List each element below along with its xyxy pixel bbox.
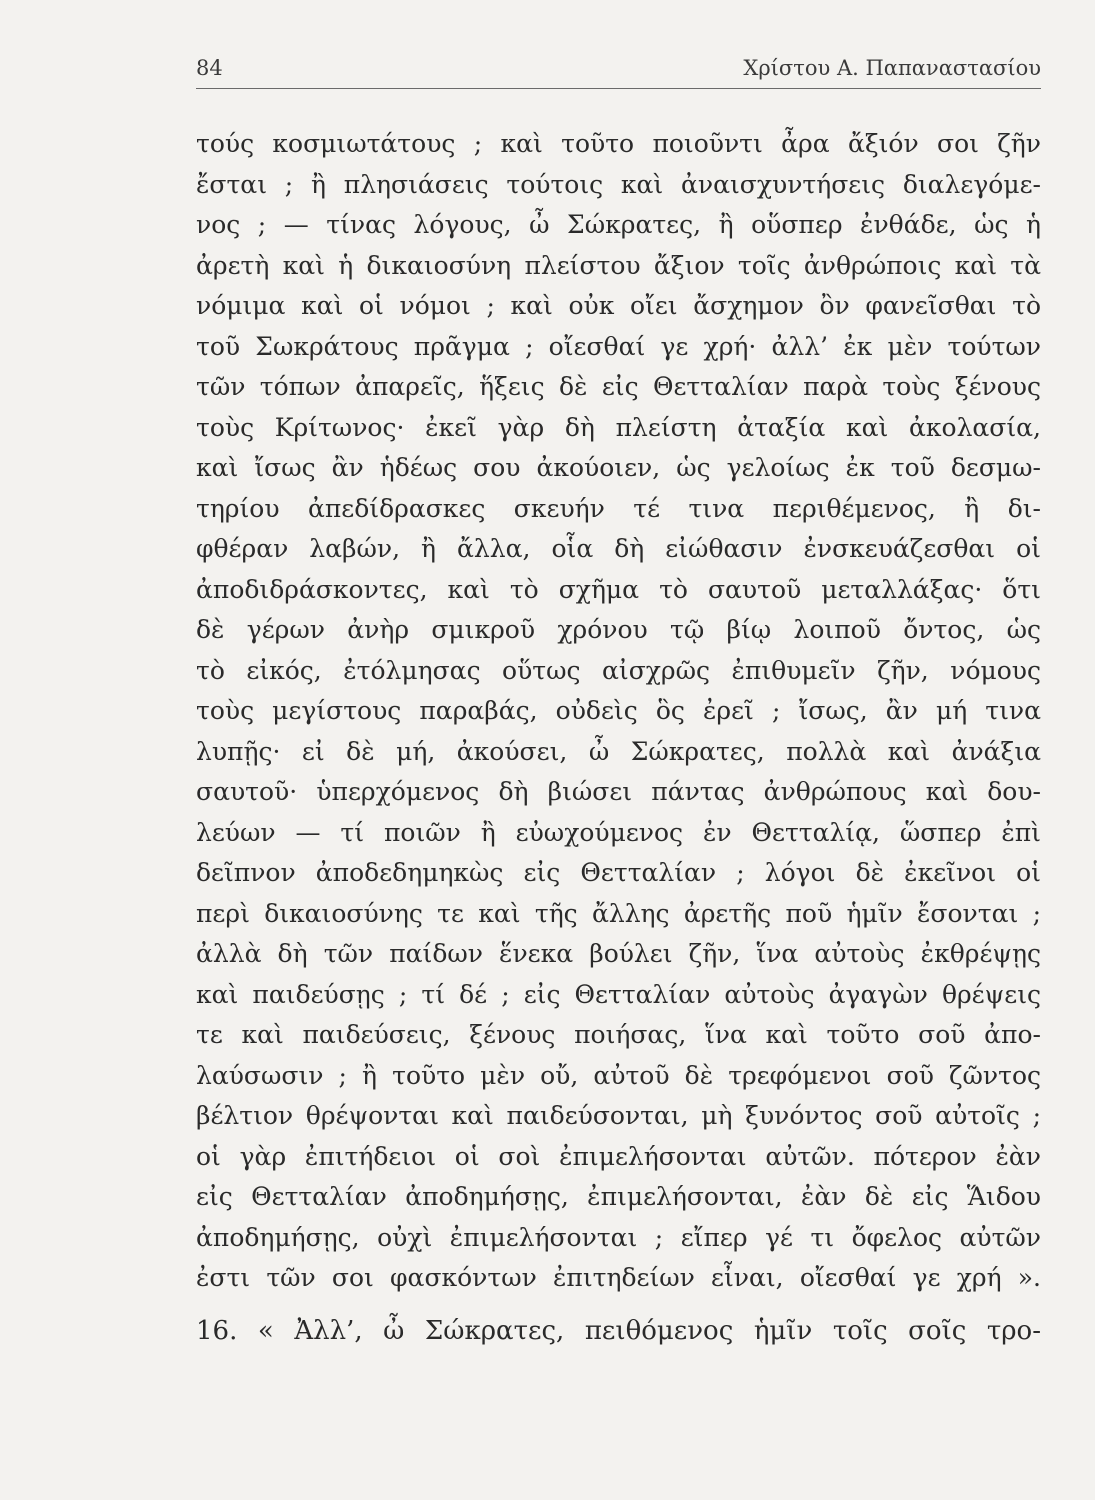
text-line: τὸ εἰκός, ἐτόλμησας οὕτως αἰσχρῶς ἐπιθυμεῖν ζῆν, νόμους	[196, 655, 1041, 685]
text-line: τῶν τόπων ἀπαρεῖς, ἥξεις δὲ εἰς Θετταλίαν παρὰ τοὺς ξένους	[196, 372, 1041, 401]
text-line: νος ; — τίνας λόγους, ὦ Σώκρατες, ἢ οὕσπερ ἐνθάδε, ὡς ἡ	[196, 210, 1041, 239]
text-line: τοὺς μεγίστους παραβάς, οὐδεὶς ὃς ἐρεῖ ; ἴσως, ἂν μή τινα	[196, 696, 1041, 725]
running-head: Χρίστου Α. Παπαναστασίου	[743, 56, 1041, 80]
page-number: 84	[196, 56, 223, 80]
text-line: λεύων — τί ποιῶν ἢ εὐωχούμενος ἐν Θετταλίᾳ, ὥσπερ ἐπὶ	[196, 817, 1041, 847]
text-line: περὶ δικαιοσύνης τε καὶ τῆς ἄλλης ἀρετῆς ποῦ ἡμῖν ἔσονται ;	[196, 898, 1041, 928]
text-line: δεῖπνον ἀποδεδημηκὼς εἰς Θετταλίαν ; λόγοι δὲ ἐκεῖνοι οἱ	[196, 858, 1041, 887]
text-line: τοὺς Κρίτωνος· ἐκεῖ γὰρ δὴ πλείστη ἀταξία καὶ ἀκολασία,	[196, 412, 1041, 442]
text-line: ἀποδημήσῃς, οὐχὶ ἐπιμελήσονται ; εἴπερ γέ τι ὄφελος αὐτῶν	[196, 1222, 1041, 1252]
text-line: εἰς Θετταλίαν ἀποδημήσῃς, ἐπιμελήσονται, ἐὰν δὲ εἰς Ἅιδου	[196, 1182, 1041, 1211]
text-line: νόμιμα καὶ οἱ νόμοι ; καὶ οὐκ οἴει ἄσχημον ὂν φανεῖσθαι τὸ	[196, 291, 1041, 320]
text-line: τε καὶ παιδεύσεις, ξένους ποιήσας, ἵνα καὶ τοῦτο σοῦ ἀπο-	[196, 1020, 1041, 1049]
header-rule	[196, 88, 1041, 89]
text-line: τηρίου ἀπεδίδρασκες σκευήν τέ τινα περιθέμενος, ἢ δι-	[196, 493, 1041, 523]
text-line: καὶ ἴσως ἂν ἡδέως σου ἀκούοιεν, ὡς γελοίως ἐκ τοῦ δεσμω-	[196, 453, 1041, 482]
text-line: δὲ γέρων ἀνὴρ σμικροῦ χρόνου τῷ βίῳ λοιποῦ ὄντος, ὡς	[196, 615, 1041, 644]
text-line: ἔσται ; ἢ πλησιάσεις τούτοις καὶ ἀναισχυντήσεις διαλεγόμε-	[196, 169, 1041, 199]
text-line: τοῦ Σωκράτους πρᾶγμα ; οἴεσθαί γε χρή· ἀλλ’ ἐκ μὲν τούτων	[196, 331, 1041, 361]
text-line: σαυτοῦ· ὑπερχόμενος δὴ βιώσει πάντας ἀνθρώπους καὶ δου-	[196, 777, 1041, 806]
text-line: οἱ γὰρ ἐπιτήδειοι οἱ σοὶ ἐπιμελήσονται αὐτῶν. πότερον ἐὰν	[196, 1141, 1041, 1171]
text-line: λυπῇς· εἰ δὲ μή, ἀκούσει, ὦ Σώκρατες, πολλὰ καὶ ἀνάξια	[196, 736, 1041, 766]
text-line: ἀρετὴ καὶ ἡ δικαιοσύνη πλείστου ἄξιον τοῖς ἀνθρώποις καὶ τὰ	[196, 250, 1041, 280]
text-line: φθέραν λαβών, ἢ ἄλλα, οἷα δὴ εἰώθασιν ἐνσκευάζεσθαι οἱ	[196, 534, 1041, 563]
text-line: καὶ παιδεύσῃς ; τί δέ ; εἰς Θετταλίαν αὐτοὺς ἀγαγὼν θρέψεις	[196, 979, 1041, 1009]
text-line: ἀποδιδράσκοντες, καὶ τὸ σχῆμα τὸ σαυτοῦ μεταλλάξας· ὅτι	[196, 574, 1041, 604]
text-line: ἐστι τῶν σοι φασκόντων ἐπιτηδείων εἶναι, οἴεσθαί γε χρή ».	[196, 1263, 1041, 1292]
text-line: βέλτιον θρέψονται καὶ παιδεύσονται, μὴ ξυνόντος σοῦ αὐτοῖς ;	[196, 1101, 1041, 1130]
text-line: ἀλλὰ δὴ τῶν παίδων ἕνεκα βούλει ζῆν, ἵνα αὐτοὺς ἐκθρέψῃς	[196, 939, 1041, 968]
text-line: λαύσωσιν ; ἢ τοῦτο μὲν οὔ, αὐτοῦ δὲ τρεφόμενοι σοῦ ζῶντος	[196, 1060, 1041, 1090]
section-16-opening-line: 16. « Ἀλλ’, ὦ Σώκρατες, πειθόμενος ἡμῖν τοῖς σοῖς τρο-	[196, 1315, 1041, 1346]
page-header	[196, 50, 1041, 86]
text-line: τούς κοσμιωτάτους ; καὶ τοῦτο ποιοῦντι ἆρα ἄξιόν σοι ζῆν	[196, 129, 1041, 158]
body-text	[196, 124, 1041, 1351]
